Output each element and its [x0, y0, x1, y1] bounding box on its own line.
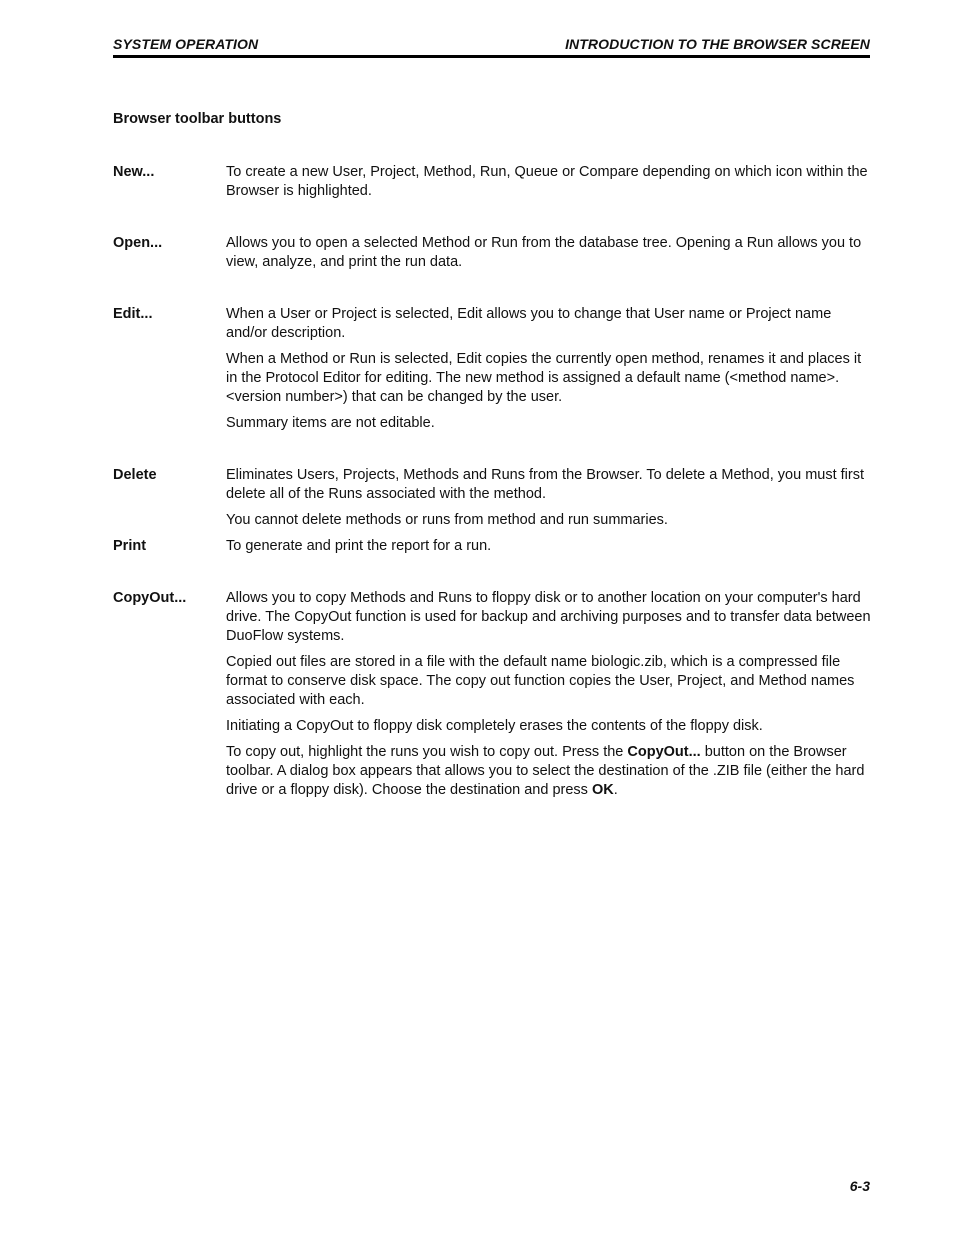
entry-term: Open... [113, 235, 163, 251]
entry-term: Delete [113, 467, 157, 483]
entry-paragraph: When a Method or Run is selected, Edit copies the currently open method, renames it and places it in the Protocol Editor for editing. The new method is assigned a default name (<method name>.<version number>) that can be changed by the user. [226, 351, 862, 405]
entry-new [113, 163, 873, 201]
entry-description [226, 537, 873, 556]
entry-paragraph: Summary items are not editable. [226, 415, 435, 431]
text-run: . [613, 782, 618, 798]
entry-description [226, 234, 873, 272]
entry-paragraph: When a User or Project is selected, Edit allows you to change that User name or Project name and/or description. [226, 306, 832, 341]
entry-paragraph: To create a new User, Project, Method, Run, Queue or Compare depending on which icon within the Browser is highlighted. [226, 164, 868, 199]
header-chapter-title: INTRODUCTION TO THE BROWSER SCREEN [565, 36, 870, 52]
entry-open [113, 234, 873, 272]
entry-description [226, 305, 873, 433]
ok-button-reference: OK [591, 782, 614, 798]
toolbar-button-list [113, 163, 873, 800]
entry-term: CopyOut... [113, 590, 187, 606]
entry-description [226, 466, 873, 530]
header-section-name: SYSTEM OPERATION [113, 36, 259, 52]
entry-paragraph: To generate and print the report for a run. [226, 538, 492, 554]
page-number: 6-3 [849, 1178, 870, 1194]
copyout-button-reference: CopyOut... [627, 744, 701, 760]
text-run: button on the Browser toolbar. A dialog box appears that allows you to select the destination of the .ZIB file (either the hard drive or a floppy disk). Choose the destination and press [226, 744, 865, 798]
entry-paragraph: Eliminates Users, Projects, Methods and Runs from the Browser. To delete a Method, you must first delete all of the Runs associated with the method. [226, 467, 865, 502]
entry-term: New... [113, 164, 155, 180]
entry-description [226, 163, 873, 201]
entry-copyout [113, 589, 873, 800]
entry-term: Edit... [113, 306, 153, 322]
section-title: Browser toolbar buttons [113, 111, 282, 127]
page-header [113, 36, 870, 58]
entry-delete [113, 466, 873, 530]
entry-print [113, 537, 873, 556]
text-run: To copy out, highlight the runs you wish to copy out. Press the [226, 744, 628, 760]
entry-paragraph: You cannot delete methods or runs from method and run summaries. [226, 512, 668, 528]
entry-paragraph: Initiating a CopyOut to floppy disk completely erases the contents of the floppy disk. [226, 718, 763, 734]
entry-paragraph: Copied out files are stored in a file with the default name biologic.zib, which is a compressed file format to conserve disk space. The copy out function copies the User, Project, and Method names associated with each. [226, 654, 855, 708]
entry-description [226, 589, 873, 800]
entry-paragraph: Allows you to copy Methods and Runs to floppy disk or to another location on your computer's hard drive. The CopyOut function is used for backup and archiving purposes and to transfer data between DuoFlow systems. [226, 590, 871, 644]
entry-edit [113, 305, 873, 433]
entry-term: Print [113, 538, 147, 554]
entry-paragraph: Allows you to open a selected Method or Run from the database tree. Opening a Run allows you to view, analyze, and print the run data. [226, 235, 862, 270]
entry-paragraph-final [226, 743, 873, 800]
